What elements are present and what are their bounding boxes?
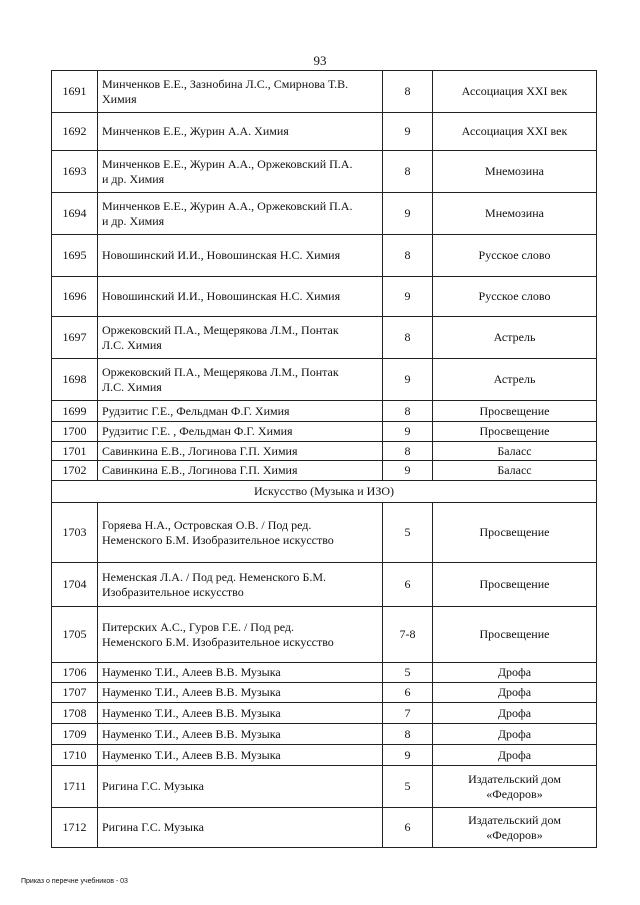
grade-cell: 7-8 [383, 607, 433, 663]
row-number: 1696 [52, 277, 98, 317]
author-title-line: Науменко Т.И., Алеев В.В. Музыка [102, 726, 281, 741]
grade-cell: 6 [383, 808, 433, 848]
grade-cell: 8 [383, 442, 433, 461]
publisher-line: Издательский дом [468, 771, 561, 786]
row-number: 1692 [52, 113, 98, 151]
publisher-line: Издательский дом [468, 812, 561, 827]
author-title-cell [98, 461, 383, 481]
row-number: 1706 [52, 663, 98, 683]
author-title-line: Неменская Л.А. / Под ред. Неменского Б.М. [102, 569, 327, 584]
publisher-line: Просвещение [479, 424, 550, 438]
publisher-line: Мнемозина [485, 164, 544, 178]
author-title-line: Рудзитис Г.Е., Фельдман Ф.Г. Химия [102, 403, 290, 418]
publisher-cell [433, 663, 597, 683]
publisher-line: Дрофа [497, 747, 532, 762]
textbook-table [51, 70, 597, 848]
row-number: 1698 [52, 359, 98, 401]
grade-cell: 8 [383, 151, 433, 193]
table-row [52, 766, 597, 808]
row-number: 1709 [52, 724, 98, 745]
publisher-line: Дрофа [497, 685, 532, 699]
author-title-cell [98, 151, 383, 193]
publisher-cell [433, 401, 597, 422]
author-title-line: и др. Химия [102, 171, 165, 186]
publisher-line: Дрофа [497, 726, 532, 741]
author-title-line: Минченков Е.Е., Журин А.А. Химия [102, 124, 289, 138]
publisher-cell [433, 71, 597, 113]
author-title-line: Савинкина Е.В., Логинова Г.П. Химия [102, 443, 298, 458]
author-title-cell [98, 745, 383, 766]
author-title-line: Изобразительное искусство [102, 584, 244, 599]
table-row [52, 683, 597, 703]
grade-cell: 9 [383, 193, 433, 235]
table-row [52, 113, 597, 151]
author-title-cell [98, 766, 383, 808]
publisher-line: Баласс [497, 463, 532, 477]
table-row [52, 422, 597, 442]
row-number: 1712 [52, 808, 98, 848]
publisher-cell [433, 461, 597, 481]
author-title-line: Питерских А.С., Гуров Г.Е. / Под ред. [102, 619, 294, 634]
grade-cell: 9 [383, 113, 433, 151]
table-row [52, 607, 597, 663]
row-number: 1697 [52, 317, 98, 359]
row-number: 1702 [52, 461, 98, 481]
author-title-line: Савинкина Е.В., Логинова Г.П. Химия [102, 463, 298, 477]
grade-cell: 8 [383, 235, 433, 277]
publisher-line: Просвещение [479, 403, 550, 418]
author-title-line: Науменко Т.И., Алеев В.В. Музыка [102, 665, 281, 679]
author-title-line: Горяева Н.А., Островская О.В. / Под ред. [102, 517, 312, 532]
publisher-cell [433, 422, 597, 442]
row-number: 1708 [52, 703, 98, 724]
grade-cell: 6 [383, 563, 433, 607]
publisher-cell [433, 442, 597, 461]
table-row [52, 461, 597, 481]
publisher-cell [433, 683, 597, 703]
author-title-cell [98, 563, 383, 607]
section-header-row [52, 481, 597, 503]
author-title-line: Минченков Е.Е., Журин А.А., Оржековский П.А. [102, 198, 353, 213]
grade-cell: 5 [383, 766, 433, 808]
table-row [52, 235, 597, 277]
table-row [52, 442, 597, 461]
author-title-cell [98, 808, 383, 848]
publisher-line: Ассоциация XXI век [461, 84, 568, 98]
publisher-line: «Федоров» [486, 786, 543, 801]
publisher-line: Дрофа [497, 705, 532, 720]
publisher-cell [433, 607, 597, 663]
publisher-line: «Федоров» [486, 827, 543, 842]
author-title-line: Минченков Е.Е., Зазнобина Л.С., Смирнова Т.В. [102, 76, 349, 91]
grade-cell: 9 [383, 422, 433, 442]
author-title-cell [98, 401, 383, 422]
author-title-line: Неменского Б.М. Изобразительное искусство [102, 532, 334, 547]
grade-cell: 8 [383, 71, 433, 113]
author-title-line: Новошинский И.И., Новошинская Н.С. Химия [102, 248, 341, 262]
author-title-cell [98, 113, 383, 151]
author-title-line: Л.С. Химия [102, 337, 162, 352]
row-number: 1704 [52, 563, 98, 607]
author-title-line: Л.С. Химия [102, 379, 162, 394]
row-number: 1710 [52, 745, 98, 766]
table-row [52, 563, 597, 607]
author-title-line: Науменко Т.И., Алеев В.В. Музыка [102, 747, 281, 762]
author-title-cell [98, 71, 383, 113]
row-number: 1700 [52, 422, 98, 442]
grade-cell: 5 [383, 663, 433, 683]
author-title-line: Науменко Т.И., Алеев В.В. Музыка [102, 705, 281, 720]
publisher-line: Астрель [493, 372, 536, 386]
author-title-cell [98, 422, 383, 442]
publisher-cell [433, 808, 597, 848]
publisher-cell [433, 503, 597, 563]
author-title-cell [98, 703, 383, 724]
author-title-line: Минченков Е.Е., Журин А.А., Оржековский П.А. [102, 156, 353, 171]
publisher-cell [433, 113, 597, 151]
table-row [52, 401, 597, 422]
row-number: 1711 [52, 766, 98, 808]
section-title: Искусство (Музыка и ИЗО) [52, 481, 597, 503]
grade-cell: 8 [383, 401, 433, 422]
table-row [52, 724, 597, 745]
author-title-line: Неменского Б.М. Изобразительное искусство [102, 634, 334, 649]
author-title-cell [98, 193, 383, 235]
publisher-cell [433, 317, 597, 359]
publisher-cell [433, 193, 597, 235]
author-title-cell [98, 503, 383, 563]
grade-cell: 5 [383, 503, 433, 563]
publisher-cell [433, 563, 597, 607]
row-number: 1694 [52, 193, 98, 235]
grade-cell: 9 [383, 745, 433, 766]
author-title-cell [98, 724, 383, 745]
author-title-line: Оржековский П.А., Мещерякова Л.М., Понтак [102, 322, 339, 337]
row-number: 1705 [52, 607, 98, 663]
table-row [52, 503, 597, 563]
row-number: 1695 [52, 235, 98, 277]
publisher-line: Просвещение [479, 577, 550, 591]
row-number: 1691 [52, 71, 98, 113]
publisher-line: Дрофа [497, 665, 532, 679]
grade-cell: 9 [383, 461, 433, 481]
row-number: 1693 [52, 151, 98, 193]
grade-cell: 8 [383, 317, 433, 359]
author-title-line: и др. Химия [102, 213, 165, 228]
author-title-cell [98, 607, 383, 663]
publisher-line: Просвещение [479, 627, 550, 641]
table-row [52, 151, 597, 193]
table-row [52, 277, 597, 317]
author-title-cell [98, 663, 383, 683]
publisher-cell [433, 745, 597, 766]
author-title-line: Науменко Т.И., Алеев В.В. Музыка [102, 685, 281, 699]
publisher-line: Мнемозина [485, 206, 544, 220]
footer-note: Приказ о перечне учебников - 03 [21, 878, 128, 885]
publisher-cell [433, 703, 597, 724]
author-title-line: Химия [102, 91, 137, 106]
row-number: 1703 [52, 503, 98, 563]
table-row [52, 359, 597, 401]
publisher-cell [433, 235, 597, 277]
author-title-line: Новошинский И.И., Новошинская Н.С. Химия [102, 289, 341, 303]
publisher-line: Просвещение [479, 525, 550, 539]
publisher-cell [433, 277, 597, 317]
publisher-line: Астрель [493, 330, 536, 344]
table-row [52, 663, 597, 683]
grade-cell: 8 [383, 724, 433, 745]
publisher-line: Ассоциация XXI век [461, 124, 568, 138]
table-row [52, 745, 597, 766]
author-title-line: Оржековский П.А., Мещерякова Л.М., Понтак [102, 364, 339, 379]
grade-cell: 7 [383, 703, 433, 724]
publisher-line: Баласс [497, 443, 532, 458]
table-row [52, 193, 597, 235]
table-row [52, 808, 597, 848]
table-row [52, 71, 597, 113]
row-number: 1707 [52, 683, 98, 703]
author-title-cell [98, 317, 383, 359]
grade-cell: 9 [383, 277, 433, 317]
author-title-line: Рудзитис Г.Е. , Фельдман Ф.Г. Химия [102, 424, 293, 438]
publisher-cell [433, 766, 597, 808]
author-title-cell [98, 359, 383, 401]
author-title-cell [98, 235, 383, 277]
author-title-line: Ригина Г.С. Музыка [102, 779, 204, 793]
publisher-cell [433, 359, 597, 401]
table-row [52, 703, 597, 724]
author-title-cell [98, 683, 383, 703]
author-title-cell [98, 442, 383, 461]
row-number: 1699 [52, 401, 98, 422]
publisher-cell [433, 724, 597, 745]
row-number: 1701 [52, 442, 98, 461]
publisher-line: Русское слово [478, 248, 551, 262]
grade-cell: 9 [383, 359, 433, 401]
author-title-cell [98, 277, 383, 317]
publisher-cell [433, 151, 597, 193]
publisher-line: Русское слово [478, 289, 551, 303]
page-number: 93 [313, 53, 327, 68]
author-title-line: Ригина Г.С. Музыка [102, 820, 204, 834]
grade-cell: 6 [383, 683, 433, 703]
table-row [52, 317, 597, 359]
